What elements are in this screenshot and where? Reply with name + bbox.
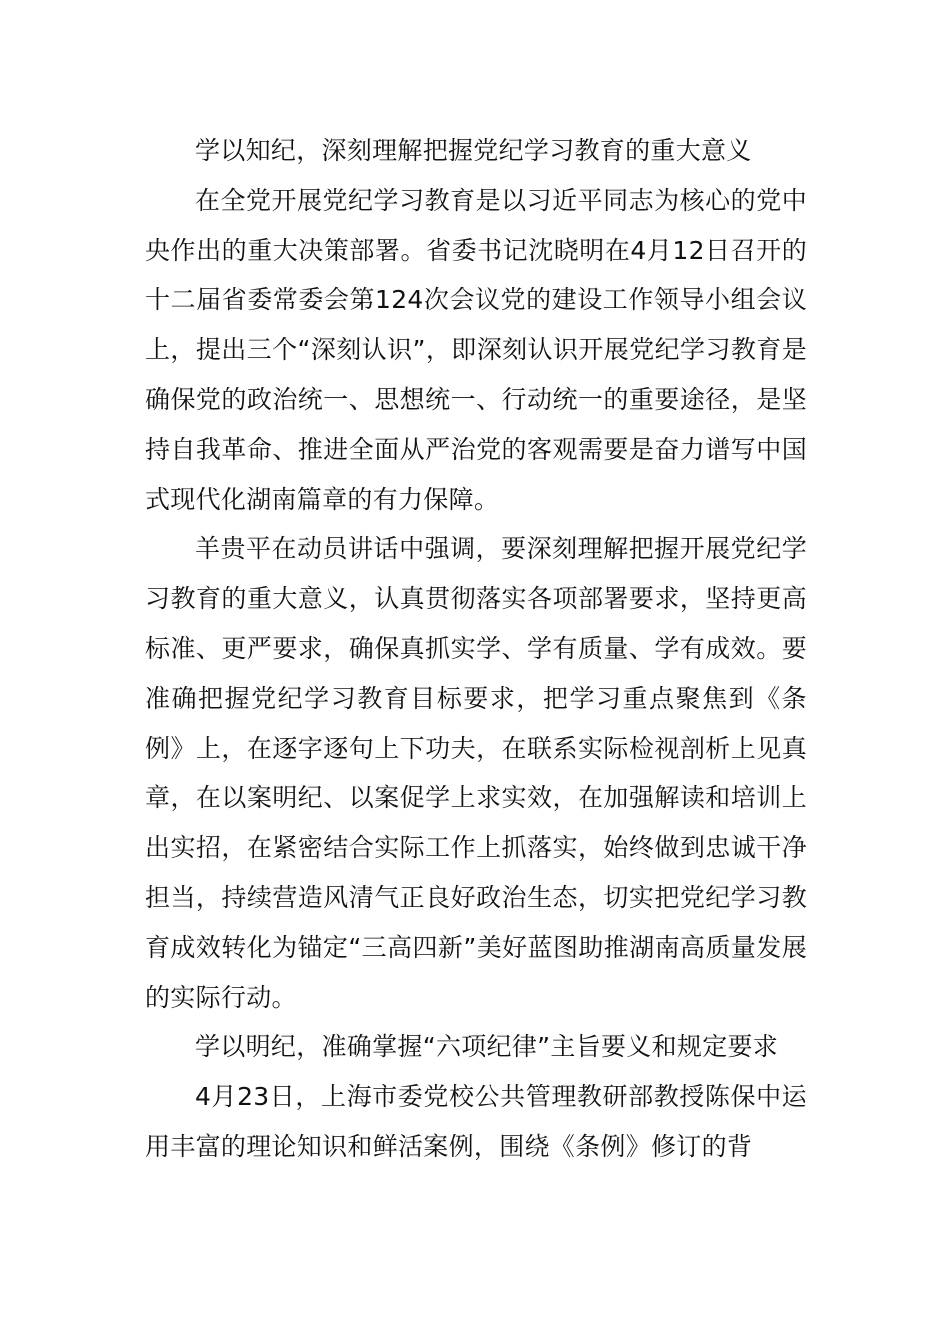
- document-body: [145, 126, 807, 1172]
- body-paragraph-2: 羊贵平在动员讲话中强调，要深刻理解把握开展党纪学习教育的重大意义，认真贯彻落实各项部署要求，坚持更高标准、更严要求，确保真抓实学、学有质量、学有成效。要准确把握党纪学习教育目标要求，把学习重点聚焦到《条例》上，在逐字逐句上下功夫，在联系实际检视剖析上见真章，在以案明纪、以案促学上求实效，在加强解读和培训上出实招，在紧密结合实际工作上抓落实，始终做到忠诚干净担当，持续营造风清气正良好政治生态，切实把党纪学习教育成效转化为锚定“三高四新”美好蓝图助推湖南高质量发展的实际行动。: [145, 534, 807, 1012]
- body-paragraph-1: 在全党开展党纪学习教育是以习近平同志为核心的党中央作出的重大决策部署。省委书记沈晓明在4月12日召开的十二届省委常委会第124次会议党的建设工作领导小组会议上，提出三个“深刻认识”，即深刻认识开展党纪学习教育是确保党的政治统一、思想统一、行动统一的重要途径，是坚持自我革命、推进全面从严治党的客观需要是奋力谱写中国式现代化湖南篇章的有力保障。: [145, 185, 807, 514]
- section-heading-1: 学以知纪，深刻理解把握党纪学习教育的重大意义: [195, 136, 752, 165]
- section-heading-2: 学以明纪，准确掌握“六项纪律”主旨要义和规定要求: [195, 1032, 779, 1062]
- body-paragraph-3: 4月23日，上海市委党校公共管理教研部教授陈保中运用丰富的理论知识和鲜活案例，围绕《条例》修订的背: [145, 1082, 807, 1161]
